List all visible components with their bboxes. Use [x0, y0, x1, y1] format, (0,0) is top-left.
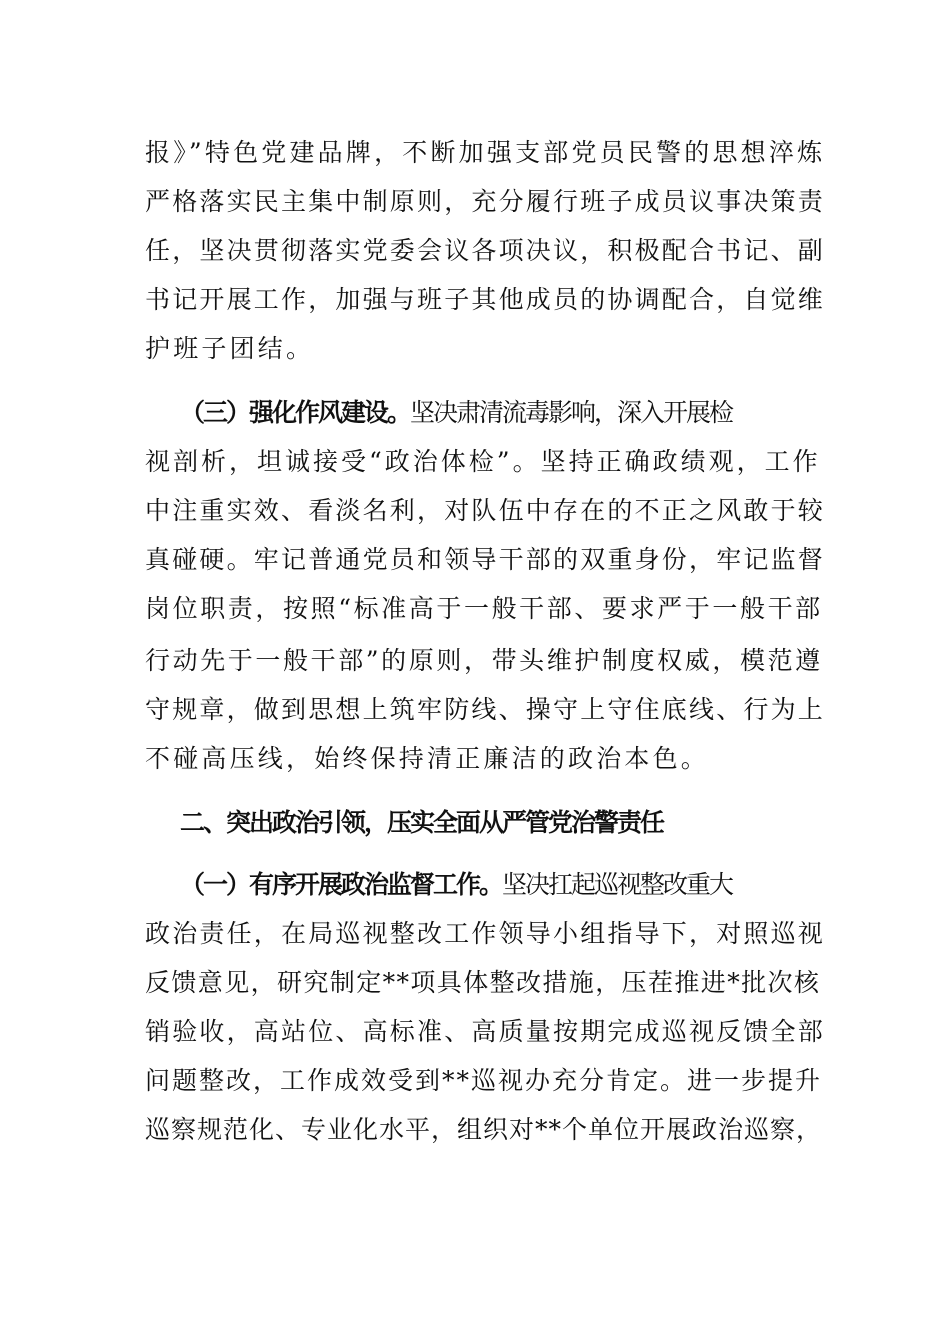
text-line: 书记开展工作，加强与班子其他成员的协调配合，自觉维 — [145, 285, 826, 314]
text-line: 反馈意见，研究制定**项具体整改措施，压茬推进*批次核 — [145, 968, 821, 997]
text-line: 政治责任，在局巡视整改工作领导小组指导下，对照巡视 — [145, 919, 826, 948]
text-line: 任，坚决贯彻落实党委会议各项决议，积极配合书记、副 — [145, 236, 826, 265]
text-line: 报》”特色党建品牌，不断加强支部党员民警的思想淬炼 — [145, 138, 826, 167]
text-line: 守规章，做到思想上筑牢防线、操守上守住底线、行为上 — [145, 695, 826, 724]
text-line: 岗位职责，按照“标准高于一般干部、要求严于一般干部 — [145, 594, 823, 623]
text-line: 中注重实效、看淡名利，对队伍中存在的不正之风敢于较 — [145, 496, 826, 525]
text-line: 巡察规范化、专业化水平，组织对**个单位开展政治巡察， — [145, 1115, 823, 1144]
text-line: 护班子团结。 — [145, 334, 315, 363]
subsection-heading-line: （三）强化作风建设。坚决肃清流毒影响，深入开展检 — [180, 398, 733, 427]
text-line: 不碰高压线，始终保持清正廉洁的政治本色。 — [145, 744, 710, 773]
subsection-heading: （一）有序开展政治监督工作。 — [180, 870, 503, 899]
subsection-heading: （三）强化作风建设。 — [180, 398, 411, 427]
text-line: 视剖析，坦诚接受“政治体检”。坚持正确政绩观，工作 — [145, 447, 821, 476]
text-line: 严格落实民主集中制原则，充分履行班子成员议事决策责 — [145, 187, 826, 216]
text-line: 销验收，高站位、高标准、高质量按期完成巡视反馈全部 — [145, 1017, 826, 1046]
text-line: 问题整改，工作成效受到**巡视办充分肯定。进一步提升 — [145, 1066, 823, 1095]
text-line: 行动先于一般干部”的原则，带头维护制度权威，模范遵 — [145, 646, 823, 675]
text-line: 真碰硬。牢记普通党员和领导干部的双重身份，牢记监督 — [145, 545, 826, 574]
subsection-heading-line: （一）有序开展政治监督工作。坚决扛起巡视整改重大 — [180, 870, 733, 899]
section-heading: 二、突出政治引领，压实全面从严管党治警责任 — [180, 808, 664, 837]
